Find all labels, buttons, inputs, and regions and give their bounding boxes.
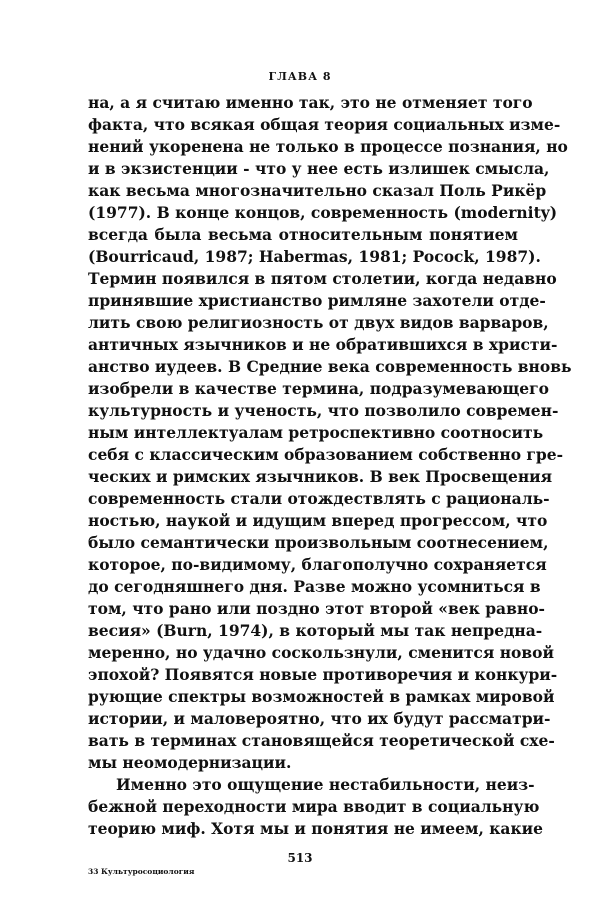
text-line: античных язычников и не обратившихся в христи- bbox=[88, 335, 558, 354]
text-line: анство иудеев. В Средние века современность вновь bbox=[88, 357, 572, 376]
text-line: современность стали отождествлять с рациональ- bbox=[88, 489, 550, 508]
text-line: изобрели в качестве термина, подразумевающего bbox=[88, 379, 549, 398]
text-line: до сегодняшнего дня. Разве можно усомниться в bbox=[88, 577, 541, 596]
text-line: мы неомодернизации. bbox=[88, 753, 292, 772]
text-line: всегда была весьма относительным понятием bbox=[88, 225, 518, 244]
text-line: себя с классическим образованием собственно гре- bbox=[88, 445, 564, 464]
text-line: (Bourricaud, 1987; Habermas, 1981; Pocock, 1987). bbox=[88, 247, 541, 266]
text-line: бежной переходности мира вводит в социальную bbox=[88, 797, 540, 816]
text-line: и в экзистенции - что у нее есть излишек смысла, bbox=[88, 159, 550, 178]
text-line: (1977). В конце концов, современность (modernity) bbox=[88, 203, 558, 222]
text-line: эпохой? Появятся новые противоречия и конкури- bbox=[88, 665, 558, 684]
page-number: 513 bbox=[287, 851, 313, 865]
text-line: том, что рано или поздно этот второй «век равно- bbox=[88, 599, 545, 618]
text-line: Термин появился в пятом столетии, когда недавно bbox=[88, 269, 557, 288]
running-header: ГЛАВА 8 bbox=[268, 70, 332, 83]
text-line: культурность и ученость, что позволило современ- bbox=[88, 401, 559, 420]
text-line: на, а я считаю именно так, это не отменяет того bbox=[88, 93, 533, 112]
body-text bbox=[88, 92, 572, 840]
signature-note: 33 Культуросоциология bbox=[88, 867, 195, 876]
text-line: вать в терминах становящейся теоретической схе- bbox=[88, 731, 555, 750]
text-line: как весьма многозначительно сказал Поль Рикёр bbox=[88, 181, 547, 200]
text-line: которое, по-видимому, благополучно сохраняется bbox=[88, 555, 547, 574]
text-line: ным интеллектуалам ретроспективно соотносить bbox=[88, 423, 544, 442]
text-line: весия» (Burn, 1974), в который мы так непредна- bbox=[88, 621, 543, 640]
text-line: Именно это ощущение нестабильности, неиз- bbox=[116, 775, 535, 794]
text-line: истории, и маловероятно, что их будут рассматри- bbox=[88, 709, 551, 728]
text-line: лить свою религиозность от двух видов варваров, bbox=[88, 313, 549, 332]
text-line: меренно, но удачно соскользнули, сменится новой bbox=[88, 643, 554, 662]
text-line: рующие спектры возможностей в рамках мировой bbox=[88, 687, 555, 706]
text-line: факта, что всякая общая теория социальных изме- bbox=[88, 115, 561, 134]
text-line: принявшие христианство римляне захотели отде- bbox=[88, 291, 546, 310]
text-line: нений укоренена не только в процессе познания, но bbox=[88, 137, 568, 156]
text-line: теорию миф. Хотя мы и понятия не имеем, какие bbox=[88, 819, 544, 838]
text-line: ческих и римских язычников. В век Просвещения bbox=[88, 467, 553, 486]
text-line: было семантически произвольным соотнесением, bbox=[88, 533, 549, 552]
text-line: ностью, наукой и идущим вперед прогрессом, что bbox=[88, 511, 548, 530]
